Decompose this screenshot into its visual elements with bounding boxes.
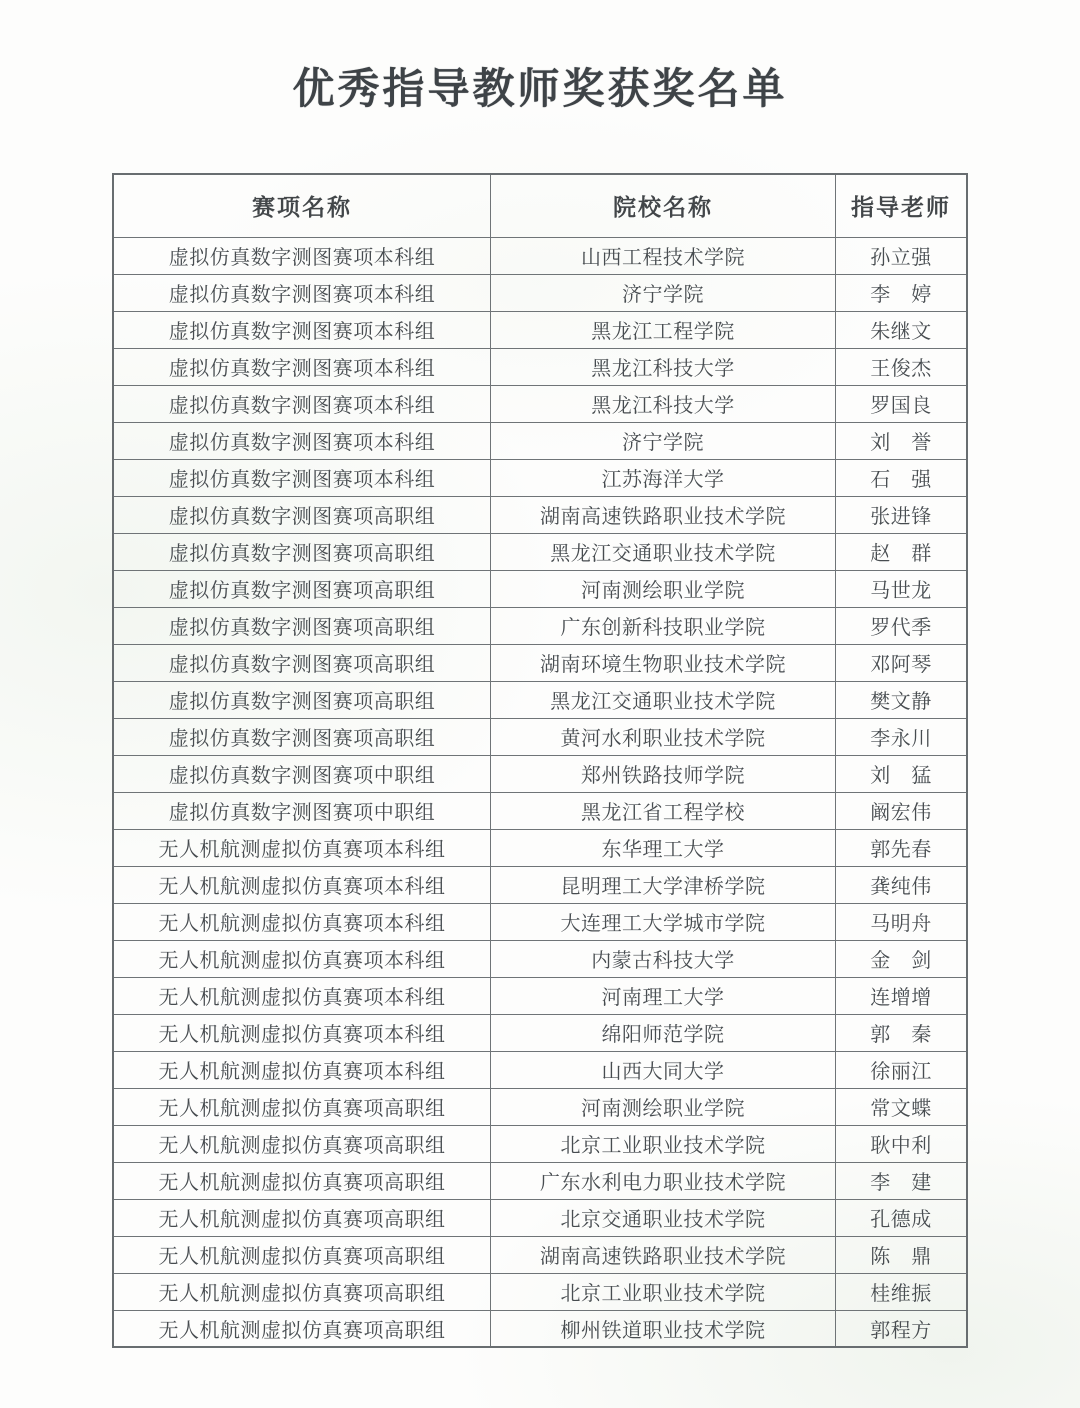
table-row (113, 1273, 967, 1310)
table-row (113, 1236, 967, 1273)
table-row (113, 681, 967, 718)
event-cell: 虚拟仿真数字测图赛项高职组 (113, 718, 490, 755)
teacher-cell: 赵 群 (835, 533, 967, 570)
awards-table (112, 173, 968, 1348)
event-cell: 无人机航测虚拟仿真赛项本科组 (113, 903, 490, 940)
teacher-cell: 石 强 (835, 459, 967, 496)
table-row (113, 274, 967, 311)
table-row (113, 533, 967, 570)
event-cell: 虚拟仿真数字测图赛项本科组 (113, 237, 490, 274)
school-cell: 黑龙江科技大学 (490, 385, 835, 422)
school-cell: 河南测绘职业学院 (490, 570, 835, 607)
event-cell: 虚拟仿真数字测图赛项中职组 (113, 792, 490, 829)
event-cell: 虚拟仿真数字测图赛项高职组 (113, 533, 490, 570)
teacher-cell: 连增增 (835, 977, 967, 1014)
table-row (113, 829, 967, 866)
teacher-cell: 郭 秦 (835, 1014, 967, 1051)
school-cell: 湖南高速铁路职业技术学院 (490, 1236, 835, 1273)
event-cell: 无人机航测虚拟仿真赛项高职组 (113, 1088, 490, 1125)
event-cell: 虚拟仿真数字测图赛项高职组 (113, 644, 490, 681)
table-row (113, 644, 967, 681)
table-row (113, 866, 967, 903)
table-row (113, 977, 967, 1014)
event-cell: 无人机航测虚拟仿真赛项本科组 (113, 829, 490, 866)
table-row (113, 1162, 967, 1199)
teacher-cell: 徐丽江 (835, 1051, 967, 1088)
header-teacher-name: 指导老师 (835, 174, 967, 237)
school-cell: 湖南高速铁路职业技术学院 (490, 496, 835, 533)
school-cell: 昆明理工大学津桥学院 (490, 866, 835, 903)
school-cell: 济宁学院 (490, 274, 835, 311)
header-event-name: 赛项名称 (113, 174, 490, 237)
school-cell: 山西大同大学 (490, 1051, 835, 1088)
teacher-cell: 郭程方 (835, 1310, 967, 1347)
teacher-cell: 樊文静 (835, 681, 967, 718)
event-cell: 虚拟仿真数字测图赛项高职组 (113, 496, 490, 533)
event-cell: 无人机航测虚拟仿真赛项高职组 (113, 1236, 490, 1273)
event-cell: 无人机航测虚拟仿真赛项本科组 (113, 1051, 490, 1088)
school-cell: 黑龙江省工程学校 (490, 792, 835, 829)
event-cell: 虚拟仿真数字测图赛项本科组 (113, 274, 490, 311)
school-cell: 河南理工大学 (490, 977, 835, 1014)
school-cell: 北京交通职业技术学院 (490, 1199, 835, 1236)
event-cell: 无人机航测虚拟仿真赛项高职组 (113, 1273, 490, 1310)
school-cell: 广东水利电力职业技术学院 (490, 1162, 835, 1199)
event-cell: 无人机航测虚拟仿真赛项本科组 (113, 977, 490, 1014)
school-cell: 山西工程技术学院 (490, 237, 835, 274)
event-cell: 无人机航测虚拟仿真赛项高职组 (113, 1162, 490, 1199)
teacher-cell: 邓阿琴 (835, 644, 967, 681)
school-cell: 北京工业职业技术学院 (490, 1273, 835, 1310)
table-row (113, 570, 967, 607)
event-cell: 无人机航测虚拟仿真赛项本科组 (113, 940, 490, 977)
teacher-cell: 郭先春 (835, 829, 967, 866)
table-row (113, 792, 967, 829)
school-cell: 黑龙江交通职业技术学院 (490, 681, 835, 718)
school-cell: 黑龙江科技大学 (490, 348, 835, 385)
table-row (113, 311, 967, 348)
event-cell: 虚拟仿真数字测图赛项高职组 (113, 607, 490, 644)
event-cell: 虚拟仿真数字测图赛项本科组 (113, 348, 490, 385)
event-cell: 无人机航测虚拟仿真赛项本科组 (113, 1014, 490, 1051)
event-cell: 虚拟仿真数字测图赛项本科组 (113, 459, 490, 496)
teacher-cell: 耿中利 (835, 1125, 967, 1162)
event-cell: 虚拟仿真数字测图赛项本科组 (113, 385, 490, 422)
table-row (113, 1310, 967, 1347)
teacher-cell: 李 建 (835, 1162, 967, 1199)
teacher-cell: 孔德成 (835, 1199, 967, 1236)
school-cell: 北京工业职业技术学院 (490, 1125, 835, 1162)
table-row (113, 940, 967, 977)
teacher-cell: 刘 猛 (835, 755, 967, 792)
school-cell: 郑州铁路技师学院 (490, 755, 835, 792)
event-cell: 无人机航测虚拟仿真赛项本科组 (113, 866, 490, 903)
event-cell: 虚拟仿真数字测图赛项本科组 (113, 422, 490, 459)
table-row (113, 1125, 967, 1162)
teacher-cell: 龚纯伟 (835, 866, 967, 903)
table-row (113, 422, 967, 459)
school-cell: 内蒙古科技大学 (490, 940, 835, 977)
school-cell: 江苏海洋大学 (490, 459, 835, 496)
table-row (113, 718, 967, 755)
table-row (113, 607, 967, 644)
teacher-cell: 桂维振 (835, 1273, 967, 1310)
event-cell: 无人机航测虚拟仿真赛项高职组 (113, 1125, 490, 1162)
school-cell: 绵阳师范学院 (490, 1014, 835, 1051)
event-cell: 虚拟仿真数字测图赛项高职组 (113, 681, 490, 718)
school-cell: 东华理工大学 (490, 829, 835, 866)
table-row (113, 1088, 967, 1125)
school-cell: 广东创新科技职业学院 (490, 607, 835, 644)
school-cell: 黄河水利职业技术学院 (490, 718, 835, 755)
table-row (113, 1014, 967, 1051)
table-row (113, 385, 967, 422)
school-cell: 湖南环境生物职业技术学院 (490, 644, 835, 681)
school-cell: 柳州铁道职业技术学院 (490, 1310, 835, 1347)
teacher-cell: 孙立强 (835, 237, 967, 274)
event-cell: 无人机航测虚拟仿真赛项高职组 (113, 1310, 490, 1347)
teacher-cell: 马世龙 (835, 570, 967, 607)
teacher-cell: 马明舟 (835, 903, 967, 940)
table-row (113, 496, 967, 533)
school-cell: 黑龙江交通职业技术学院 (490, 533, 835, 570)
header-row (113, 174, 967, 237)
teacher-cell: 金 剑 (835, 940, 967, 977)
table-row (113, 348, 967, 385)
teacher-cell: 罗代季 (835, 607, 967, 644)
teacher-cell: 张进锋 (835, 496, 967, 533)
teacher-cell: 王俊杰 (835, 348, 967, 385)
page-title: 优秀指导教师奖获奖名单 (292, 65, 788, 112)
table-row (113, 237, 967, 274)
table-row (113, 1051, 967, 1088)
event-cell: 无人机航测虚拟仿真赛项高职组 (113, 1199, 490, 1236)
teacher-cell: 李 婷 (835, 274, 967, 311)
school-cell: 济宁学院 (490, 422, 835, 459)
school-cell: 大连理工大学城市学院 (490, 903, 835, 940)
event-cell: 虚拟仿真数字测图赛项本科组 (113, 311, 490, 348)
teacher-cell: 阚宏伟 (835, 792, 967, 829)
school-cell: 黑龙江工程学院 (490, 311, 835, 348)
table-row (113, 459, 967, 496)
event-cell: 虚拟仿真数字测图赛项中职组 (113, 755, 490, 792)
table-row (113, 903, 967, 940)
teacher-cell: 刘 誉 (835, 422, 967, 459)
header-school-name: 院校名称 (490, 174, 835, 237)
teacher-cell: 李永川 (835, 718, 967, 755)
teacher-cell: 常文蝶 (835, 1088, 967, 1125)
table-body (113, 237, 967, 1347)
table-row (113, 755, 967, 792)
event-cell: 虚拟仿真数字测图赛项高职组 (113, 570, 490, 607)
table-header (113, 174, 967, 237)
teacher-cell: 朱继文 (835, 311, 967, 348)
school-cell: 河南测绘职业学院 (490, 1088, 835, 1125)
table-row (113, 1199, 967, 1236)
teacher-cell: 罗国良 (835, 385, 967, 422)
teacher-cell: 陈 鼎 (835, 1236, 967, 1273)
